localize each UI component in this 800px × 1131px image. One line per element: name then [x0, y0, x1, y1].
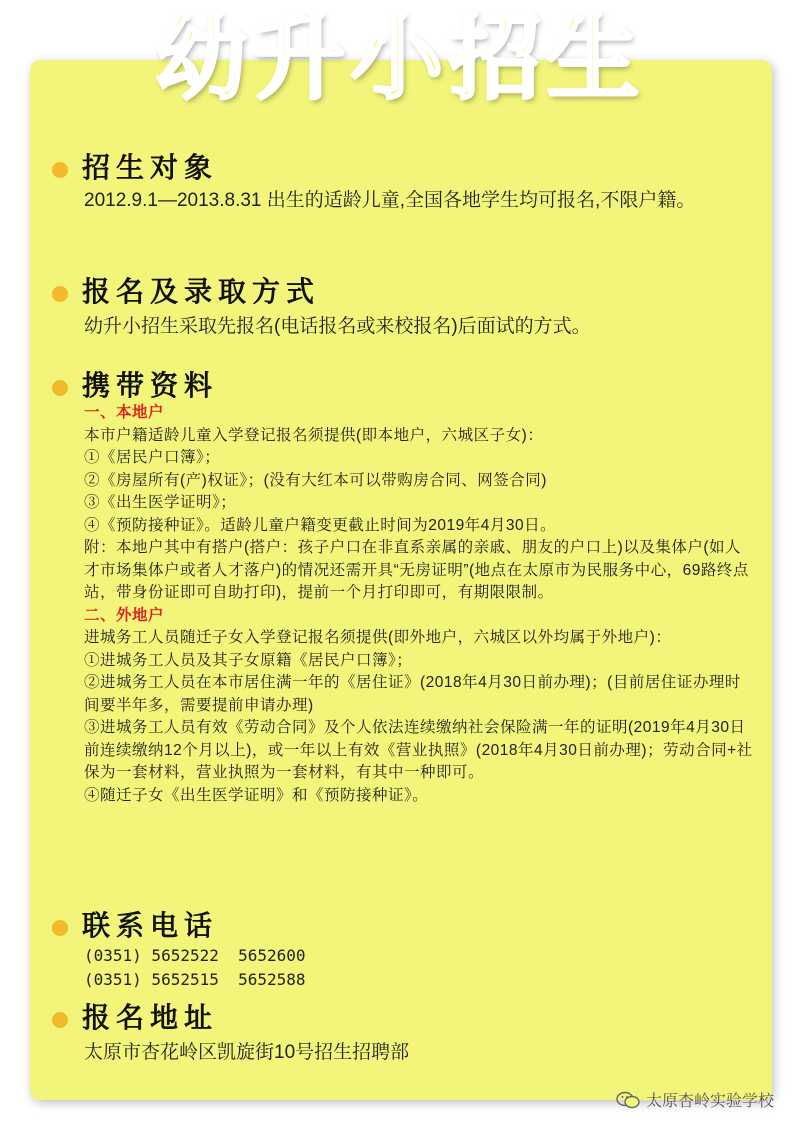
list-item: ③进城务工人员有效《劳动合同》及个人依法连续缴纳社会保险满一年的证明(2019年4月30日前连续缴纳12个月以上)，或一年以上有效《营业执照》(2018年4月30日前办理)；劳动合同+社保为一套材料，营业执照为一套材料，有其中一种即可。: [84, 719, 753, 781]
section-heading: 携带资料: [82, 369, 219, 402]
list-item: ④《预防接种证》。适龄儿童户籍变更截止时间为2019年4月30日。: [84, 516, 557, 534]
section-heading: 报名及录取方式: [82, 275, 321, 308]
list-item: ③《出生医学证明》；: [84, 494, 237, 511]
list-item: ②进城务工人员在本市居住满一年的《居住证》(2018年4月30日前办理)；(目前居住证办理时间要半年多，需要提前申请办理): [84, 674, 741, 714]
phone-line: (0351) 5652515 5652588: [84, 970, 306, 989]
address-text: 太原市杏花岭区凯旋街10号招生招聘部: [84, 1042, 410, 1063]
watermark: [616, 1088, 774, 1111]
bullet-icon: [52, 286, 68, 302]
list-item: 进城务工人员随迁子女入学登记报名须提供(即外地户，六城区以外均属于外地户)：: [84, 629, 672, 646]
target-text: 2012.9.1—2013.8.31 出生的适龄儿童,全国各地学生均可报名,不限户籍。: [84, 190, 696, 211]
section-phone-head: [52, 904, 218, 944]
bullet-icon: [52, 162, 68, 178]
section-heading: 联系电话: [82, 909, 219, 942]
section-target-head: [52, 146, 218, 186]
section-address-head: [52, 996, 218, 1036]
local-title: 一、本地户: [84, 404, 165, 421]
watermark-text: 太原杏岭实验学校: [645, 1091, 774, 1110]
list-item: ②《房屋所有(产)权证》；(没有大红本可以带购房合同、网签合同): [84, 471, 547, 489]
poster-title: 幼升小招生: [154, 5, 645, 112]
phone-line: (0351) 5652522 5652600: [84, 946, 306, 965]
section-method-head: [52, 270, 320, 310]
method-text: 幼升小招生采取先报名(电话报名或来校报名)后面试的方式。: [84, 316, 591, 337]
section-heading: 报名地址: [82, 1001, 219, 1034]
bullet-icon: [52, 1012, 68, 1028]
bullet-icon: [52, 920, 68, 936]
section-heading: 招生对象: [82, 151, 219, 184]
bullet-icon: [52, 380, 68, 396]
outside-title: 二、外地户: [84, 606, 165, 624]
materials-body: [84, 402, 756, 807]
section-materials-head: [52, 364, 218, 404]
list-item: 附：本地户其中有搭户(搭户：孩子户口在非直系亲属的亲戚、朋友的户口上)以及集体户(如人才市场集体户或者人才落户)的情况还需开具“无房证明”(地点在太原市为民服务中心，69路终点站，带身份证即可自助打印)，提前一个月打印即可，有期限限制。: [84, 539, 749, 601]
wechat-icon: [616, 1091, 640, 1109]
list-item: ④随迁子女《出生医学证明》和《预防接种证》。: [84, 786, 429, 804]
list-item: ①进城务工人员及其子女原籍《居民户口簿》；: [84, 651, 413, 669]
list-item: 本市户籍适龄儿童入学登记报名须提供(即本地户，六城区子女)：: [84, 426, 544, 444]
list-item: ①《居民户口簿》；: [84, 449, 221, 466]
